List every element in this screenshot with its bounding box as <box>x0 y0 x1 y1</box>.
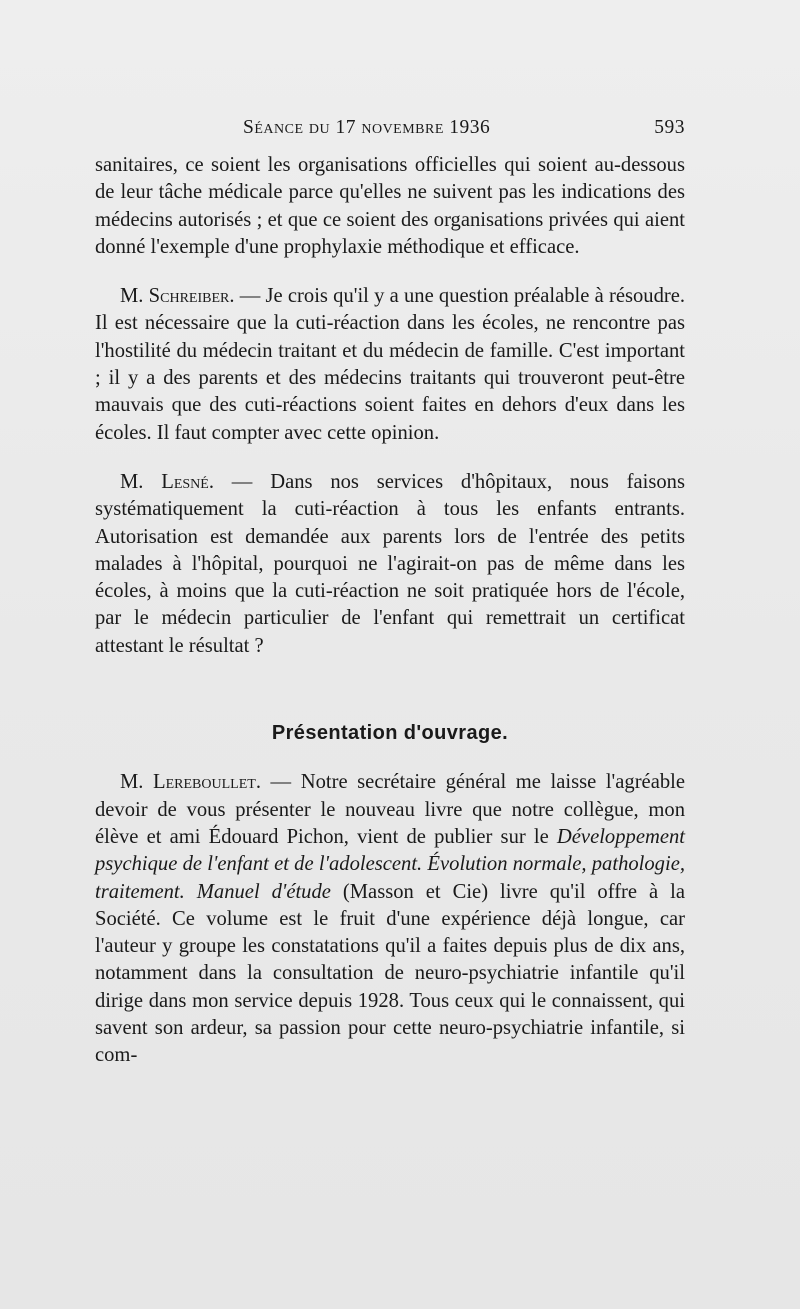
paragraph-continued: sanitaires, ce soient les organisations officielles qui soient au-dessous de leur tâche médicale parce qu'elles ne suivent pas les indications des médecins autorisés ; et que ce soient des organisations privées qui aient donné l'exemple d'une prophylaxie méthodique et efficace. <box>95 154 685 258</box>
book-title: Développement psychique de l'enfant et de l'adolescent. Évolution normale, pathologie, traitement. Manuel d'étude <box>95 825 685 903</box>
speech-text: — Je crois qu'il y a une question préalable à résoudre. Il est nécessaire que la cuti-réaction dans les écoles, ne rencontre pas l'hostilité du médecin traitant et du médecin de famille. C'est important ; il y a des parents et des médecins traitants qui trouveront peut-être mauvais que des cuti-réactions soient faites en dehors d'eux dans les écoles. Il faut compter avec cette opinion. <box>95 285 686 444</box>
speech-text: — Dans nos services d'hôpitaux, nous faisons systématiquement la cuti-réaction à tous les enfants entrants. Autorisation est demandée aux parents lors de l'entrée des petits malades à l'hôpital, pourquoi ne l'agirait-on pas de même dans les écoles, à moins que la cuti-réaction ne soit pratiquée hors de l'école, par le médecin particulier de l'enfant qui remettrait un certificat attestant le résultat ? <box>95 470 685 657</box>
running-title: Séance du 17 novembre 1936 <box>243 117 491 138</box>
speech-text: (Masson et Cie) livre qu'il offre à la Société. Ce volume est le fruit d'une expérience déjà longue, car l'auteur y groupe les constatations qu'il a faites depuis plus de dix ans, notamment dans la consultation de neuro-psychiatrie infantile qu'il dirige dans mon service depuis 1928. Tous ceux qui le connaissent, qui savent son ardeur, sa passion pour cette neuro-psychiatrie infantile, si com- <box>95 880 685 1067</box>
section-title: Présentation d'ouvrage. <box>271 722 509 745</box>
speaker-name: M. Schreiber. <box>120 285 235 308</box>
body-text <box>95 152 685 1092</box>
page-number: 593 <box>654 117 685 138</box>
paragraph-lereboullet <box>95 769 685 1069</box>
paragraph-lesne <box>95 469 685 660</box>
speech-text: — Notre secrétaire général me laisse l'agréable devoir de vous présenter le nouveau livre que notre collègue, mon élève et ami Édouard Pichon, vient de publier sur le <box>95 771 685 848</box>
paragraph-schreiber <box>95 283 685 447</box>
speaker-name: M. Lesné. <box>120 470 214 493</box>
page-header <box>95 117 685 145</box>
speaker-name: M. Lereboullet. <box>120 771 261 794</box>
